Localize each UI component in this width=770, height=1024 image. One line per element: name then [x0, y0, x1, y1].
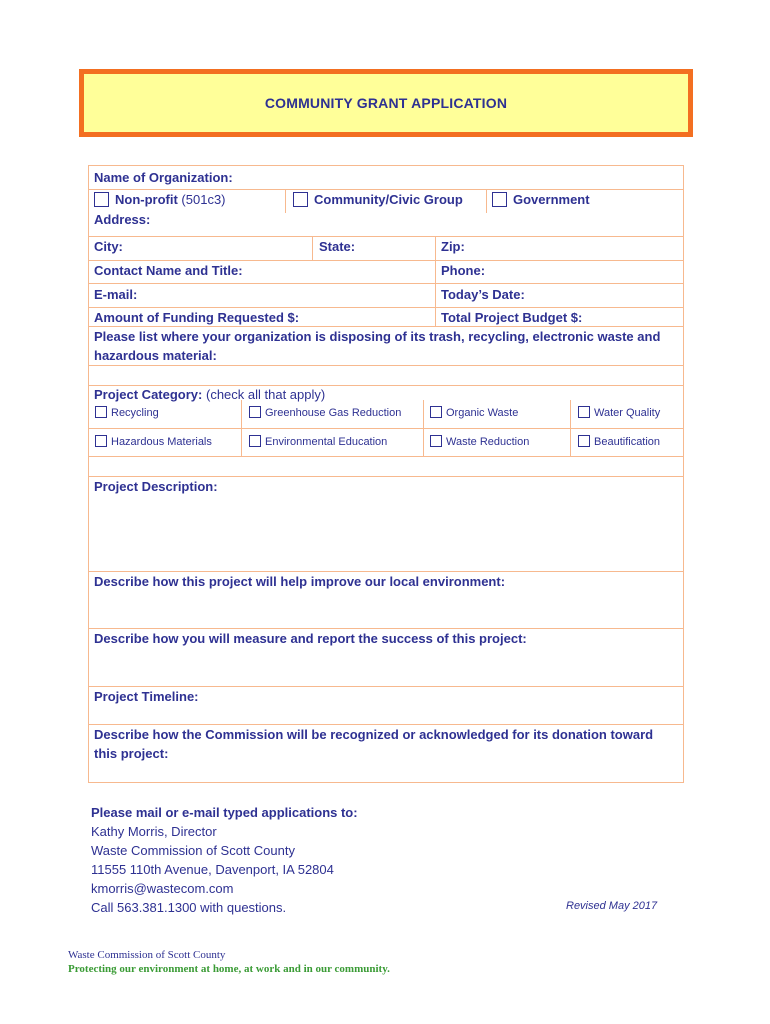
env-education-checkbox[interactable] [249, 435, 261, 447]
measure-success-label: Describe how you will measure and report the success of this project: [94, 631, 527, 646]
contact-phone: Call 563.381.1300 with questions. [91, 900, 287, 915]
org-type-government[interactable]: Government [492, 192, 590, 207]
footer-org: Waste Commission of Scott County [68, 949, 226, 961]
category-organic-waste[interactable]: Organic Waste [430, 406, 518, 419]
waste-reduction-checkbox[interactable] [430, 435, 442, 447]
row-divider [89, 236, 683, 237]
category-waste-reduction[interactable]: Waste Reduction [430, 435, 529, 448]
zip-label: Zip: [441, 239, 465, 254]
page-title: COMMUNITY GRANT APPLICATION [264, 95, 508, 111]
hazardous-checkbox[interactable] [95, 435, 107, 447]
col-divider [435, 260, 436, 326]
application-form [88, 165, 684, 783]
footer-tagline: Protecting our environment at home, at work and in our community. [68, 963, 390, 975]
col-divider [312, 236, 313, 260]
row-divider [89, 724, 683, 725]
nonprofit-checkbox[interactable] [94, 192, 109, 207]
row-divider [89, 365, 683, 366]
row-divider [89, 476, 683, 477]
state-label: State: [319, 239, 356, 254]
mailing-instructions [91, 803, 358, 917]
disposal-question-line1: Please list where your organization is disposing of its trash, recycling, electronic waste and [94, 329, 661, 344]
col-divider [285, 189, 286, 213]
col-divider [486, 189, 487, 213]
project-timeline-label: Project Timeline: [94, 689, 199, 704]
recognition-question-line2: this project: [94, 746, 169, 761]
mail-heading: Please mail or e-mail typed applications to: [91, 805, 358, 820]
row-divider [89, 456, 683, 457]
project-description-label: Project Description: [94, 479, 218, 494]
community-checkbox[interactable] [293, 192, 308, 207]
beautification-checkbox[interactable] [578, 435, 590, 447]
category-hazardous[interactable]: Hazardous Materials [95, 435, 212, 448]
row-divider [89, 326, 683, 327]
row-divider [89, 686, 683, 687]
row-divider [89, 428, 683, 429]
water-quality-checkbox[interactable] [578, 406, 590, 418]
row-divider [89, 260, 683, 261]
category-beautification[interactable]: Beautification [578, 435, 660, 448]
contact-name: Kathy Morris, Director [91, 824, 217, 839]
col-divider [241, 400, 242, 456]
row-divider [89, 385, 683, 386]
col-divider [423, 400, 424, 456]
revised-date: Revised May 2017 [566, 900, 658, 912]
amount-requested-label: Amount of Funding Requested $: [94, 310, 300, 325]
row-divider [89, 628, 683, 629]
row-divider [89, 307, 683, 308]
government-checkbox[interactable] [492, 192, 507, 207]
organic-waste-checkbox[interactable] [430, 406, 442, 418]
category-water-quality[interactable]: Water Quality [578, 406, 660, 419]
contact-email[interactable]: kmorris@wastecom.com [91, 881, 234, 896]
disposal-question-line2: hazardous material: [94, 348, 217, 363]
category-greenhouse[interactable]: Greenhouse Gas Reduction [249, 406, 401, 419]
org-type-community[interactable]: Community/Civic Group [293, 192, 463, 207]
contact-address: 11555 110th Avenue, Davenport, IA 52804 [91, 862, 334, 877]
org-type-nonprofit[interactable]: Non-profit (501c3) [94, 192, 226, 207]
col-divider [570, 400, 571, 456]
total-budget-label: Total Project Budget $: [441, 310, 583, 325]
col-divider [435, 236, 436, 260]
email-label: E-mail: [94, 287, 138, 302]
recognition-question-line1: Describe how the Commission will be recognized or acknowledged for its donation toward [94, 727, 654, 742]
category-recycling[interactable]: Recycling [95, 406, 159, 419]
improve-environment-label: Describe how this project will help improve our local environment: [94, 574, 506, 589]
project-category-label: Project Category: (check all that apply) [94, 387, 326, 402]
recycling-checkbox[interactable] [95, 406, 107, 418]
contact-org: Waste Commission of Scott County [91, 843, 295, 858]
phone-label: Phone: [441, 263, 486, 278]
row-divider [89, 283, 683, 284]
address-label: Address: [94, 212, 151, 227]
greenhouse-checkbox[interactable] [249, 406, 261, 418]
contact-label: Contact Name and Title: [94, 263, 243, 278]
title-banner [79, 69, 693, 137]
name-of-organization-label: Name of Organization: [94, 170, 233, 185]
todays-date-label: Today’s Date: [441, 287, 525, 302]
row-divider [89, 571, 683, 572]
row-divider [89, 189, 683, 190]
city-label: City: [94, 239, 123, 254]
category-env-education[interactable]: Environmental Education [249, 435, 387, 448]
